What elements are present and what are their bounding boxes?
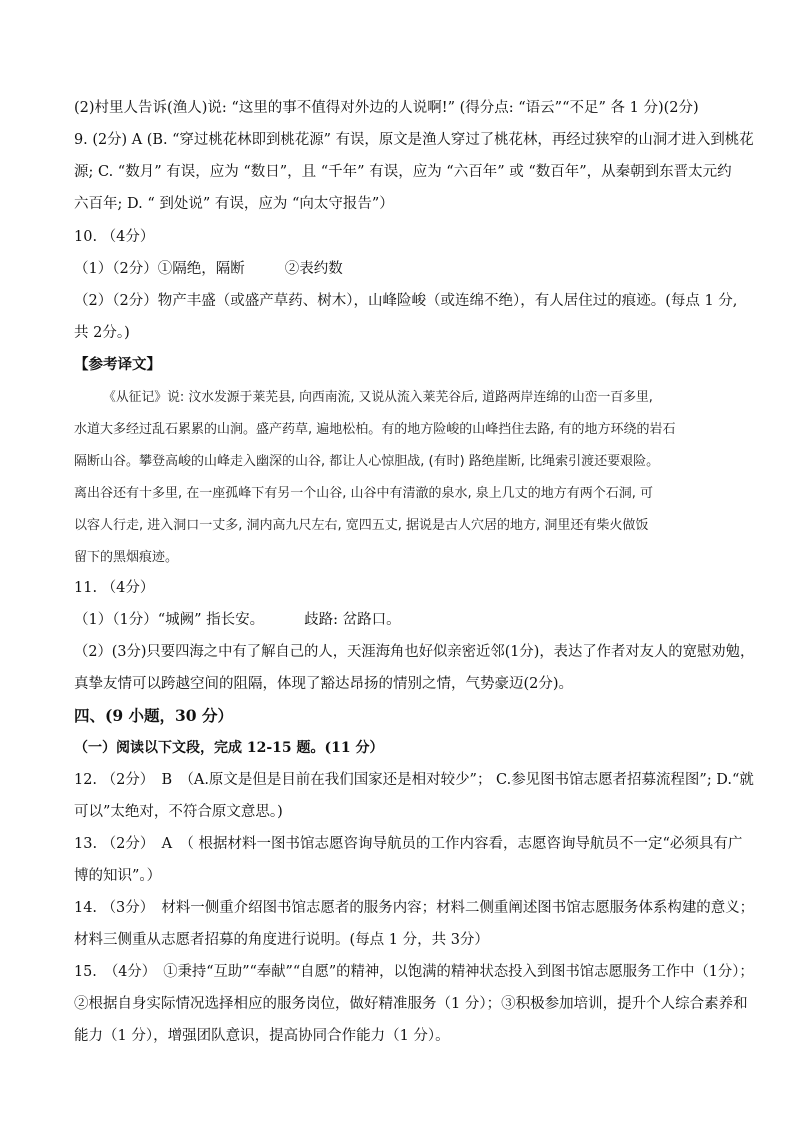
answer-15-line-3: 能力（1 分），增强团队意识，提高协同合作能力（1 分）。 [74, 1028, 450, 1044]
answer-13-line-2: 博的知识”。） [74, 868, 162, 884]
answer-15-line-1: 15. （4分） ①秉持“互助”“奉献”“自愿”的精神，以饱满的精神状态投入到图书馆志愿服务工作中（1分）； [74, 964, 754, 980]
section-four-heading: 四、(9 小题，30 分） [74, 706, 233, 725]
answer-14-line-1: 14. （3分） 材料一侧重介绍图书馆志愿者的服务内容；材料二侧重阐述图书馆志愿服务体系构建的意义； [74, 900, 755, 916]
answer-11-part-2-line-1: （2）(3分)只要四海之中有了解自己的人，天涯海角也好似亲密近邻(1分)，表达了作者对友人的宽慰劝勉， [74, 644, 755, 660]
translation-line-3: 隔断山谷。攀登高峻的山峰走入幽深的山谷, 都让人心惊胆战, (有时) 路绝崖断, 比绳索引渡还要艰险。 [74, 454, 660, 469]
answer-15-line-2: ②根据自身实际情况选择相应的服务岗位，做好精准服务（1 分）；③积极参加培训，提升个人综合素养和 [74, 996, 748, 1012]
answer-11-part-2-line-2: 真挚友情可以跨越空间的阻隔，体现了豁达昂扬的情别之情，气势豪迈(2分)。 [74, 676, 574, 692]
answer-10-part-1 [74, 259, 734, 279]
translation-line-5: 以容人行走, 进入洞口一丈多, 洞内高九尺左右, 宽四五丈, 据说是古人穴居的地方, 洞里还有柴火做饭 [74, 518, 649, 533]
translation-line-1: 《从征记》说: 汶水发源于莱芜县, 向西南流, 又说从流入莱芜谷后, 道路两岸连绵的山峦一百多里, [103, 390, 653, 405]
question-10-header: 10. （4分） [74, 229, 155, 245]
answer-10-part-2-line-2: 共 2分。) [74, 325, 130, 341]
answer-12-line-2: 可以”太绝对，不符合原文意思。) [74, 804, 283, 820]
answer-9-line-2: 源; C. “数月” 有误，应为 “数日”，且 “千年” 有误，应为 “六百年” 或 “数百年”，从秦朝到东晋太元约 [74, 164, 732, 180]
translation-line-2: 水道大多经过乱石累累的山涧。盛产药草, 遍地松柏。有的地方险峻的山峰挡住去路, 有的地方环绕的岩石 [74, 422, 676, 437]
answer-10-part-1-a: （1）（2分）①隔绝，隔断 [74, 261, 245, 277]
translation-line-4: 离出谷还有十多里, 在一座孤峰下有另一个山谷, 山谷中有清澈的泉水, 泉上几丈的地方有两个石洞, 可 [74, 486, 654, 501]
answer-8-part-2: (2)村里人告诉(渔人)说: “这里的事不值得对外边的人说啊!” (得分点: “语云”“不足” 各 1 分)(2分) [74, 100, 699, 116]
answer-14-line-2: 材料三侧重从志愿者招募的角度进行说明。(每点 1 分，共 3分） [74, 932, 489, 948]
translation-line-6: 留下的黑烟痕迹。 [74, 550, 179, 565]
answer-13-line-1: 13. （2分） A （ 根据材料一图书馆志愿咨询导航员的工作内容看，志愿咨询导航员不一定“必须具有广 [74, 836, 743, 852]
answer-9-line-1: 9. (2分) A (B. “穿过桃花林即到桃花源” 有误，原文是渔人穿过了桃花林，再经过狭窄的山洞才进入到桃花 [74, 132, 754, 148]
reference-translation-heading: 【参考译文】 [74, 356, 161, 373]
answer-11-part-1 [74, 610, 734, 630]
answer-10-part-1-b: ②表约数 [284, 261, 343, 277]
answer-12-line-1: 12. （2分） B （A.原文是但是目前在我们国家还是相对较少”； C.参见图书馆志愿者招募流程图”; D.“就 [74, 772, 754, 788]
subsection-one-heading: （一）阅读以下文段，完成 12-15 题。(11 分） [74, 740, 384, 756]
answer-10-part-2-line-1: （2）（2分）物产丰盛（或盛产草药、树木），山峰险峻（或连绵不绝），有人居住过的痕迹。(每点 1 分, [74, 293, 738, 309]
question-11-header: 11. （4分） [74, 580, 155, 596]
answer-11-part-1-b: 歧路: 岔路口。 [304, 612, 401, 628]
answer-11-part-1-a: （1）（1分）“城阙” 指长安。 [74, 612, 265, 628]
answer-9-line-3: 六百年; D. “ 到处说” 有误，应为 “向太守报告”） [74, 196, 394, 212]
